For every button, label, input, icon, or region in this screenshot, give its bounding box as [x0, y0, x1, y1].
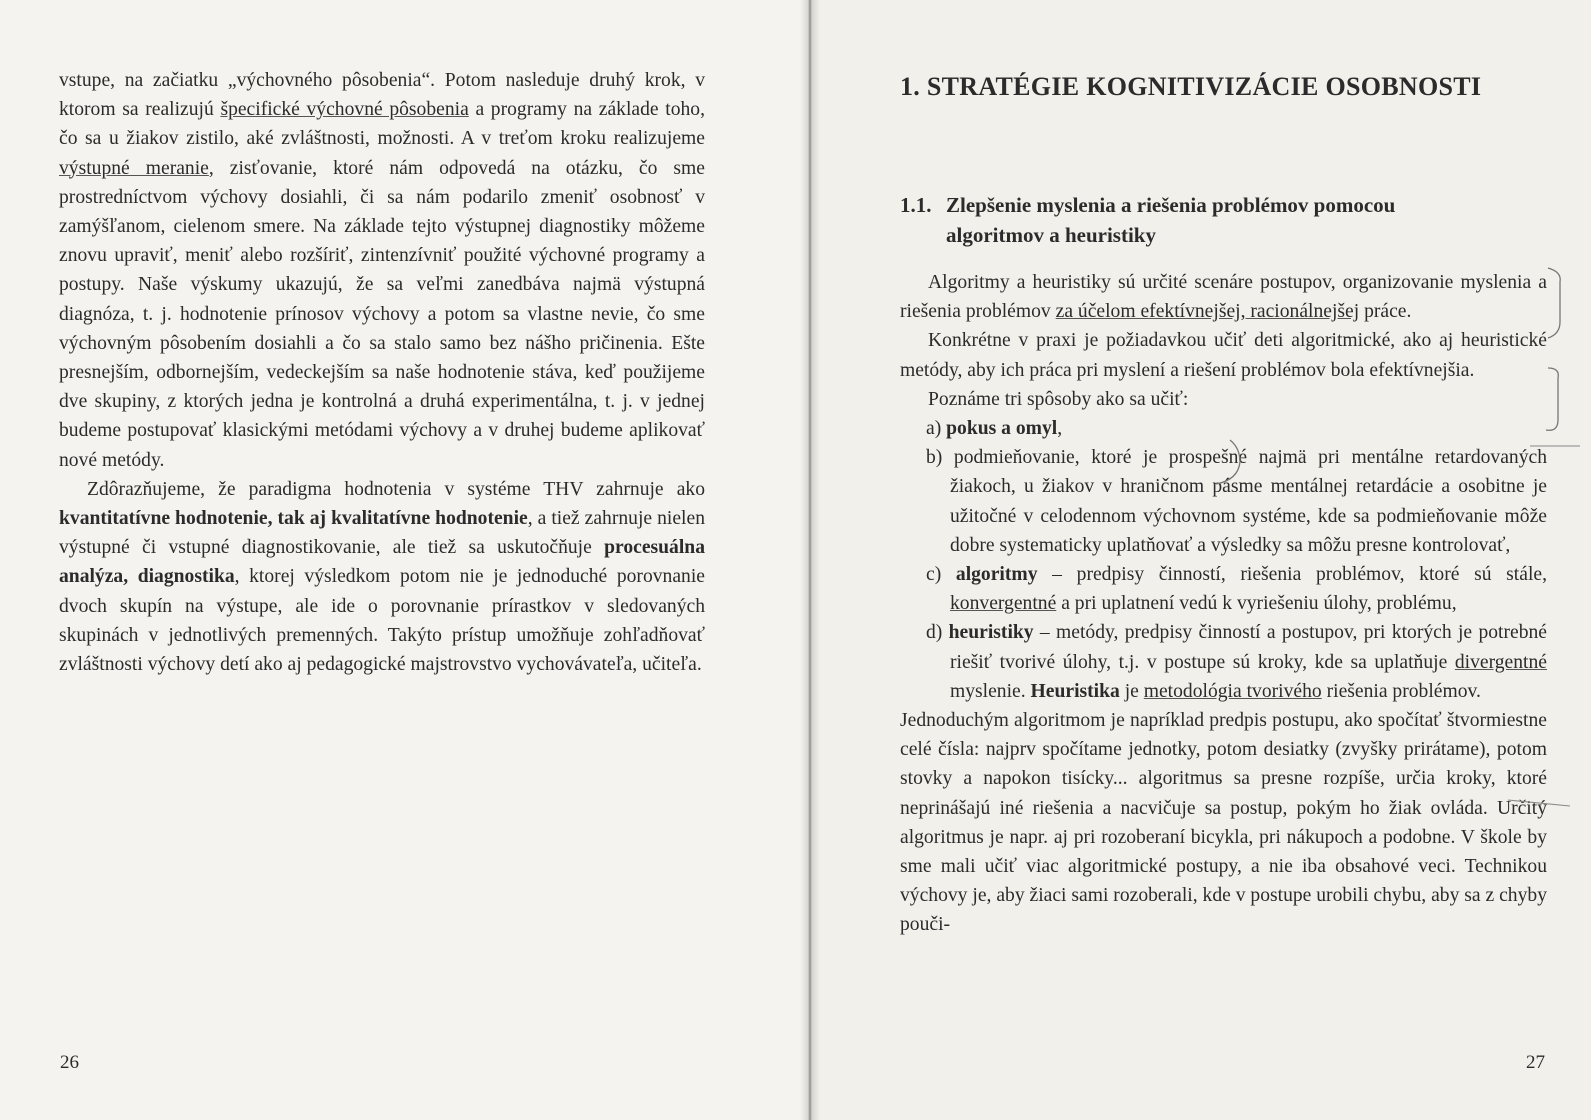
text-run: b) podmieňovanie, ktoré je prospešné najmä pri mentálne retardovaných žiakoch, u žiakov v hraničnom pásme mentálnej retardácie a osobitne je užitočné v celodennom výchovnom systéme, kde sa podmieňovanie môže dobre systematicky uplatňovať a výsledky sa môžu presne kontrolovať,: [926, 447, 1547, 556]
text-run: riešenia problémov.: [1321, 680, 1481, 702]
bold-term: procesuálna analýza, diagnostika: [59, 537, 705, 588]
text-run: , a tiež zahrnuje nielen výstupné či vstupné diagnostikovanie, ale tiež sa uskutočňuje: [59, 508, 705, 559]
section-title-line2: algoritmov a heuristiky: [946, 223, 1156, 247]
right-page-number: 27: [1526, 1052, 1545, 1073]
right-page-body-text: [900, 268, 1547, 940]
text-run: ,: [1057, 418, 1063, 440]
bold-term: Heuristika: [1030, 680, 1120, 702]
text-run: a): [926, 418, 947, 440]
bold-term: heuristiky: [948, 622, 1034, 644]
paragraph: [59, 475, 705, 679]
paragraph: [900, 385, 1547, 414]
underlined-phrase: výstupné meranie: [59, 157, 209, 179]
text-run: je: [1119, 680, 1144, 702]
underlined-phrase: konvergentné: [950, 593, 1057, 615]
text-run: vstupe, na začiatku „výchovného pôsobenia“. Potom nasleduje druhý krok, v ktorom sa realizujú: [59, 70, 705, 121]
bold-term: algoritmy: [955, 564, 1038, 586]
underlined-phrase: za účelom efektívnejšej, racionálnejšej: [1055, 301, 1360, 323]
text-run: – metódy, predpisy činností a postupov, pri ktorých je potrebné riešiť tvorivé úlohy, t.j. v postupe sú kroky, kde sa uplatňuje: [950, 622, 1547, 673]
text-run: , zisťovanie, ktoré nám odpovedá na otázku, čo sme prostredníctvom výchovy dosiahli, či sa nám podarilo zmeniť osobnosť v zamýšľanom, cielenom smere. Na základe tejto výstupnej diagnostiky môžeme znovu upraviť, meniť alebo rozšíriť, zintenzívniť použité výchovné programy a postupy. Naše výskumy ukazujú, že sa veľmi zanedbáva najmä výstupná diagnóza, t. j. hodnotenie prínosov výchovy a potom sa vlastne nevie, čo sme výchovným pôsobením dosiahli a čo sa stalo samo bez nášho pričinenia. Ešte presnejším, odbornejším, vedeckejším sa naše hodnotenie stáva, keď použijeme dve skupiny, z ktorých jedna je kontrolná a druhá experimentálna, t. j. v jednej budeme postupovať klasickými metódami výchovy a v druhej budeme aplikovať nové metódy.: [59, 157, 705, 471]
section-heading: [900, 190, 1500, 250]
text-run: Algoritmy a heuristiky sú určité scenáre postupov, organizovanie myslenia a riešenia problémov: [900, 272, 1547, 323]
text-run: – predpisy činností, riešenia problémov, ktoré sú stále,: [1037, 564, 1547, 586]
list-item: [900, 443, 1547, 560]
text-run: d): [926, 622, 949, 644]
chapter-title: 1. STRATÉGIE KOGNITIVIZÁCIE OSOBNOSTI: [900, 72, 1482, 101]
text-run: a pri uplatnení vedú k vyriešeniu úlohy, problému,: [1056, 593, 1457, 615]
bold-term: pokus a omyl: [946, 418, 1058, 440]
book-gutter: [800, 0, 820, 1120]
text-run: práce.: [1359, 301, 1412, 323]
left-page-body-text: [59, 66, 705, 679]
text-run: Jednoduchým algoritmom je napríklad predpis postupu, ako spočítať štvormiestne celé čísla: najprv spočítame jednotky, potom desiatky (zvyšky prirátame), potom stovky a napokon tisícky... algoritmus sa presne rozpíše, určia kroky, ktoré neprinášajú iné riešenia a nacvičuje sa postup, pokým ho žiak ovláda. Určitý algoritmus je napr. aj pri rozoberaní bicykla, pri nákupoch a podobne. V škole by sme mali učiť viac algoritmické postupy, a nie iba obsahové veci. Technikou výchovy je, aby žiaci sami rozoberali, kde v postupe urobili chybu, aby sa z chyby pouči-: [900, 710, 1547, 936]
list-item: [900, 414, 1547, 443]
text-run: a programy na základe toho, čo sa u žiakov zistilo, aké zvláštnosti, možnosti. A v treťom kroku realizujeme: [59, 99, 705, 150]
section-title-line1: Zlepšenie myslenia a riešenia problémov pomocou: [946, 193, 1396, 217]
underlined-phrase: metodológia tvorivého: [1143, 680, 1322, 702]
text-run: Konkrétne v praxi je požiadavkou učiť deti algoritmické, ako aj heuristické metódy, aby ich práca pri myslení a riešení problémov bola efektívnejšia.: [900, 330, 1547, 381]
paragraph: [900, 706, 1547, 940]
underlined-phrase: špecifické výchovné pôsobenia: [220, 99, 469, 121]
paragraph: [59, 66, 705, 475]
text-run: Poznáme tri spôsoby ako sa učiť:: [928, 388, 1189, 410]
left-page-number: 26: [60, 1052, 79, 1073]
paragraph: [900, 326, 1547, 384]
list-item: [900, 618, 1547, 706]
underlined-phrase: divergentné: [1454, 651, 1547, 673]
text-run: myslenie.: [950, 680, 1031, 702]
paragraph: [900, 268, 1547, 326]
bold-term: kvantitatívne hodnotenie, tak aj kvalitatívne hodnotenie: [59, 508, 528, 530]
text-run: Zdôrazňujeme, že paradigma hodnotenia v systéme THV zahrnuje ako: [87, 478, 705, 500]
section-number: 1.1.: [900, 193, 932, 217]
text-run: c): [926, 564, 956, 586]
text-run: , ktorej výsledkom potom nie je jednoduché porovnanie dvoch skupín na výstupe, ale ide o porovnanie prírastkov v sledovaných skupinách v jednotlivých premenných. Takýto prístup umožňuje zohľadňovať zvláštnosti výchovy detí ako aj pedagogické majstrovstvo vychovávateľa, učiteľa.: [59, 566, 705, 676]
list-item: [900, 560, 1547, 618]
